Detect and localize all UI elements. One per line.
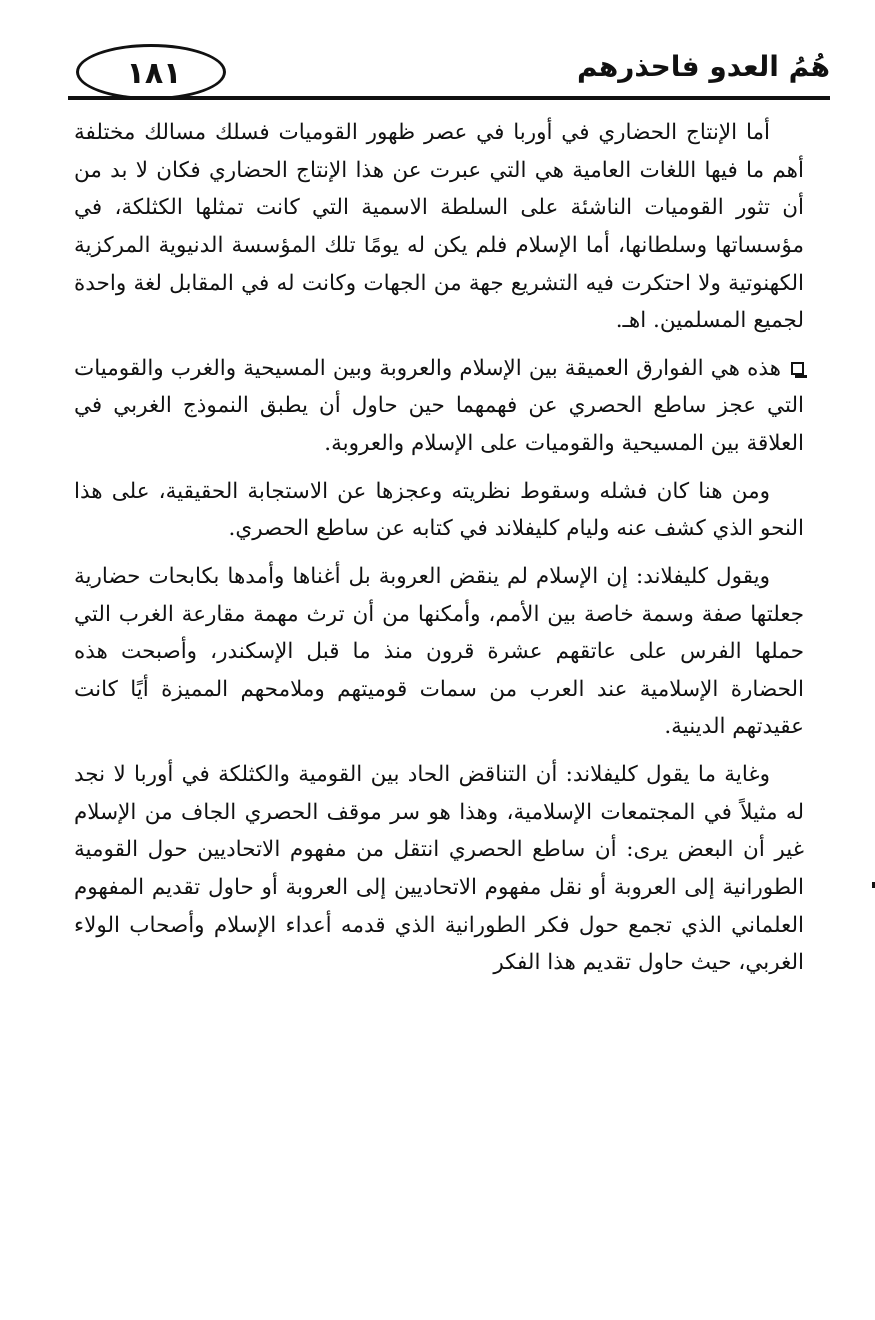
page-number-badge: [76, 44, 226, 100]
paragraph-boxed: [74, 350, 804, 463]
square-bullet-icon: [791, 362, 804, 375]
page-body: [74, 114, 804, 992]
paragraph: ومن هنا كان فشله وسقوط نظريته وعجزها عن الاستجابة الحقيقية، على هذا النحو الذي كشف عنه وليام كليفلاند في كتابه عن ساطع الحصري.: [74, 478, 804, 542]
running-title: هُمُ العدو فاحذرهم: [576, 50, 830, 83]
paragraph: ويقول كليفلاند: إن الإسلام لم ينقض العروبة بل أغناها وأمدها بكابحات حضارية جعلتها صفة وسمة خاصة بين الأمم، وأمكنها من أن ترث مهمة مقارعة الغرب التي حملها الفرس على عاتقهم عشرة قرون منذ ما قبل الإسكندر، وأصبحت هذه الحضارة الإسلامية عند العرب من سمات قوميتهم وملامحهم المميزة أيًا كانت عقيدتهم الدينية.: [74, 563, 804, 740]
page-number: ١٨١: [126, 56, 182, 91]
page-header: [68, 38, 830, 108]
paragraph-text: هذه هي الفوارق العميقة بين الإسلام والعروبة وبين المسيحية والغرب والقوميات التي عجز ساطع الحصري عن فهمهما حين حاول أن يطبق النموذج الغربي في العلاقة بين المسيحية والقوميات على الإسلام والعروبة.: [74, 355, 804, 456]
paragraph: أما الإنتاج الحضاري في أوربا في عصر ظهور القوميات فسلك مسالك مختلفة أهم ما فيها اللغات العامية هي التي عبرت عن هذا الإنتاج الحضاري فكان لا بد من أن تثور القوميات الناشئة على السلطة الاسمية التي كانت تمثلها الكثلكة، في مؤسساتها وسلطانها، أما الإسلام فلم يكن له يومًا تلك المؤسسة الدنيوية المركزية الكهنوتية ولا احتكرت فيه التشريع جهة من الجهات وكانت له في المقابل لغة واحدة لجميع المسلمين. اهـ.: [74, 120, 804, 334]
paragraph: وغاية ما يقول كليفلاند: أن التناقض الحاد بين القومية والكثلكة في أوربا لا نجد له مثيلاً في المجتمعات الإسلامية، وهذا هو سر موقف الحصري الجاف من الإسلام غير أن البعض يرى: أن ساطع الحصري انتقل من مفهوم الاتحاديين حول القومية الطورانية إلى العروبة أو نقل مفهوم الاتحاديين إلى العروبة أو حاول تقديم المفهوم العلماني الذي تجمع حول فكر الطورانية الذي قدمه أعداء الإسلام وأصحاب الولاء الغربي، حيث حاول تقديم هذا الفكر: [74, 762, 804, 976]
header-rule: [68, 96, 830, 100]
